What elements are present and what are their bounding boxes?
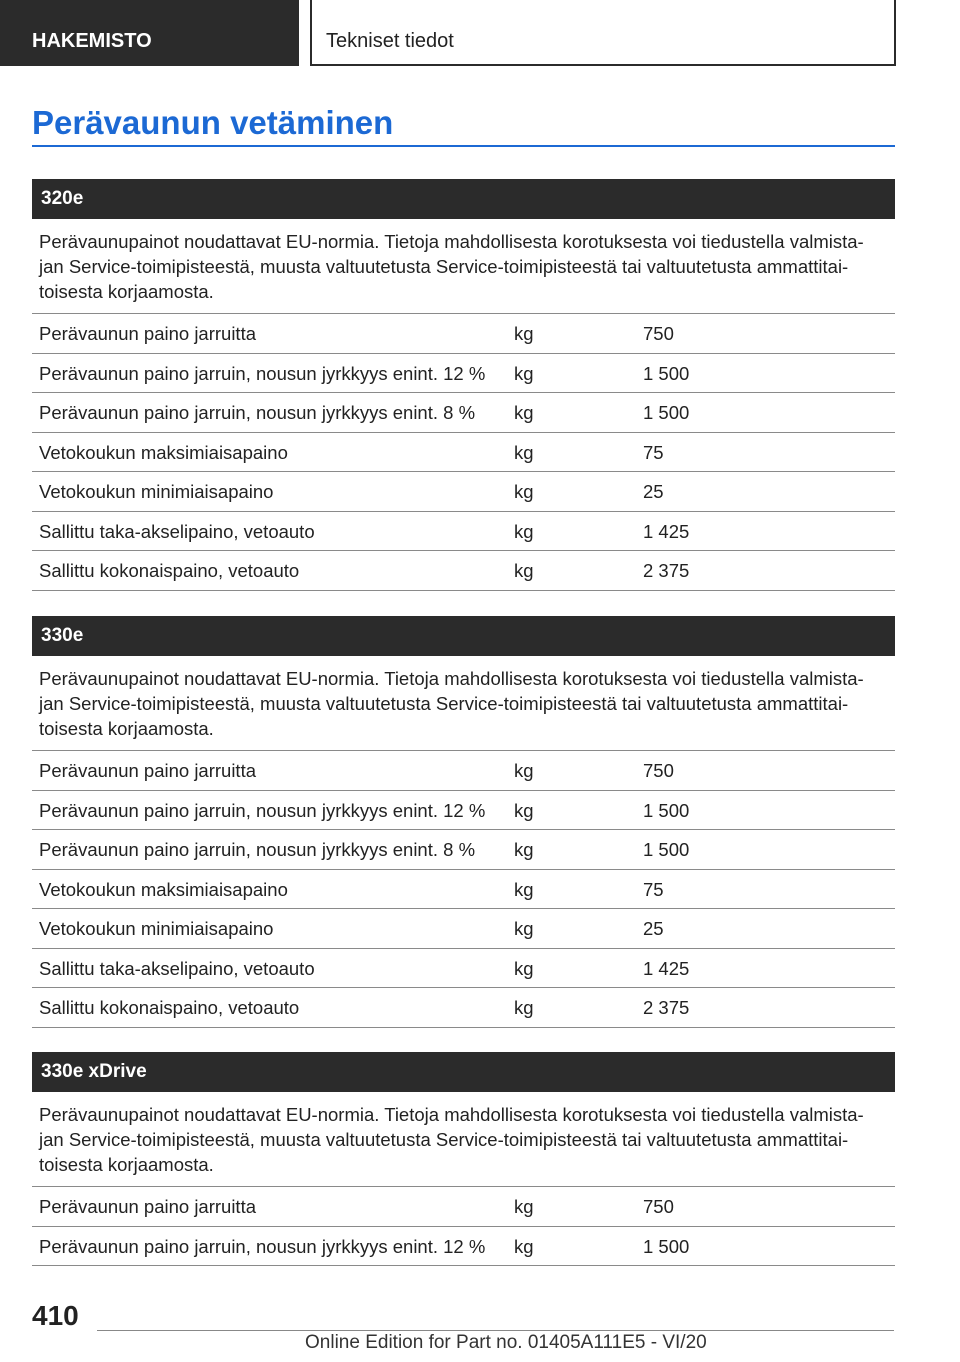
- table-row: [32, 870, 895, 910]
- table-row: [32, 988, 895, 1028]
- page-title: Perävaunun vetäminen: [32, 104, 394, 141]
- row-label: Sallittu kokonaispaino, vetoauto: [39, 997, 300, 1018]
- section-description: Perävaunupainot noudattavat EU-normia. Tietoja mahdollisesta korotuksesta voi tiedustella valmista-jan Service-toimipisteestä, muusta valtuutetusta Service-toimipisteestä tai valtuutetusta ammattitai-toisesta korjaamosta.: [32, 219, 895, 314]
- table-row: [32, 909, 895, 949]
- row-unit: kg: [514, 520, 534, 542]
- table-row: [32, 354, 895, 394]
- row-value: 750: [643, 1196, 674, 1217]
- table-row: [32, 791, 895, 831]
- row-unit: kg: [514, 957, 534, 979]
- row-label: Perävaunun paino jarruin, nousun jyrkkyys enint. 8 %: [39, 402, 476, 423]
- edition-text: Online Edition for Part no. 01405A111E5 - VI/20: [305, 1332, 707, 1353]
- row-unit: kg: [514, 402, 534, 423]
- row-unit: kg: [514, 441, 534, 463]
- row-value: 2 375: [643, 997, 690, 1018]
- row-label: Vetokoukun minimiaisapaino: [39, 918, 274, 939]
- row-label: Perävaunun paino jarruin, nousun jyrkkyys enint. 8 %: [39, 839, 476, 860]
- row-unit: kg: [514, 560, 534, 581]
- table-row: [32, 1227, 895, 1267]
- table-row: [32, 949, 895, 989]
- row-value: 1 500: [643, 799, 690, 821]
- row-label: Sallittu kokonaispaino, vetoauto: [39, 560, 300, 581]
- row-value: 750: [643, 323, 674, 344]
- row-value: 2 375: [643, 560, 690, 581]
- row-value: 75: [643, 878, 664, 900]
- row-label: Perävaunun paino jarruin, nousun jyrkkyys enint. 12 %: [39, 1235, 486, 1257]
- row-unit: kg: [514, 362, 534, 384]
- row-label: Vetokoukun maksimiaisapaino: [39, 441, 288, 463]
- row-unit: kg: [514, 918, 534, 939]
- section-description: Perävaunupainot noudattavat EU-normia. Tietoja mahdollisesta korotuksesta voi tiedustella valmista-jan Service-toimipisteestä, muusta valtuutetusta Service-toimipisteestä tai valtuutetusta ammattitai-toisesta korjaamosta.: [32, 656, 895, 751]
- table-row: [32, 433, 895, 473]
- row-value: 75: [643, 441, 664, 463]
- row-value: 25: [643, 918, 664, 939]
- section-330e: [32, 616, 895, 1028]
- table-row: [32, 551, 895, 591]
- row-value: 1 500: [643, 402, 690, 423]
- row-unit: kg: [514, 1196, 534, 1217]
- section-tab[interactable]: Tekniset tiedot: [310, 0, 896, 66]
- table-row: [32, 314, 895, 354]
- table-row: [32, 751, 895, 791]
- row-label: Perävaunun paino jarruin, nousun jyrkkyys enint. 12 %: [39, 362, 486, 384]
- table-row: [32, 393, 895, 433]
- row-unit: kg: [514, 1235, 534, 1257]
- top-navigation: [0, 0, 960, 66]
- row-value: 1 500: [643, 362, 690, 384]
- table-row: [32, 472, 895, 512]
- index-tab[interactable]: HAKEMISTO: [0, 0, 299, 66]
- section-header: 320e: [32, 179, 895, 219]
- row-value: 1 425: [643, 957, 690, 979]
- row-unit: kg: [514, 839, 534, 860]
- row-unit: kg: [514, 760, 534, 781]
- row-unit: kg: [514, 799, 534, 821]
- section-description: Perävaunupainot noudattavat EU-normia. Tietoja mahdollisesta korotuksesta voi tiedustella valmista-jan Service-toimipisteestä, muusta valtuutetusta Service-toimipisteestä tai valtuutetusta ammattitai-toisesta korjaamosta.: [32, 1092, 895, 1187]
- row-label: Perävaunun paino jarruitta: [39, 760, 257, 781]
- section-330e-xdrive: [32, 1052, 895, 1266]
- section-320e: [32, 179, 895, 591]
- row-unit: kg: [514, 997, 534, 1018]
- page-number: 410: [32, 1300, 79, 1331]
- row-unit: kg: [514, 878, 534, 900]
- row-value: 1 425: [643, 520, 690, 542]
- row-unit: kg: [514, 481, 534, 502]
- row-value: 750: [643, 760, 674, 781]
- title-divider: [32, 145, 895, 147]
- row-label: Sallittu taka-akselipaino, vetoauto: [39, 520, 315, 542]
- section-header: 330e: [32, 616, 895, 656]
- row-label: Vetokoukun maksimiaisapaino: [39, 878, 288, 900]
- row-value: 1 500: [643, 839, 690, 860]
- table-row: [32, 1187, 895, 1227]
- table-row: [32, 512, 895, 552]
- row-label: Vetokoukun minimiaisapaino: [39, 481, 274, 502]
- row-label: Sallittu taka-akselipaino, vetoauto: [39, 957, 315, 979]
- footer-divider: [97, 1330, 894, 1331]
- section-header: 330e xDrive: [32, 1052, 895, 1092]
- row-value: 25: [643, 481, 664, 502]
- table-row: [32, 830, 895, 870]
- row-unit: kg: [514, 323, 534, 344]
- row-label: Perävaunun paino jarruin, nousun jyrkkyys enint. 12 %: [39, 799, 486, 821]
- row-label: Perävaunun paino jarruitta: [39, 323, 257, 344]
- row-label: Perävaunun paino jarruitta: [39, 1196, 257, 1217]
- row-value: 1 500: [643, 1235, 690, 1257]
